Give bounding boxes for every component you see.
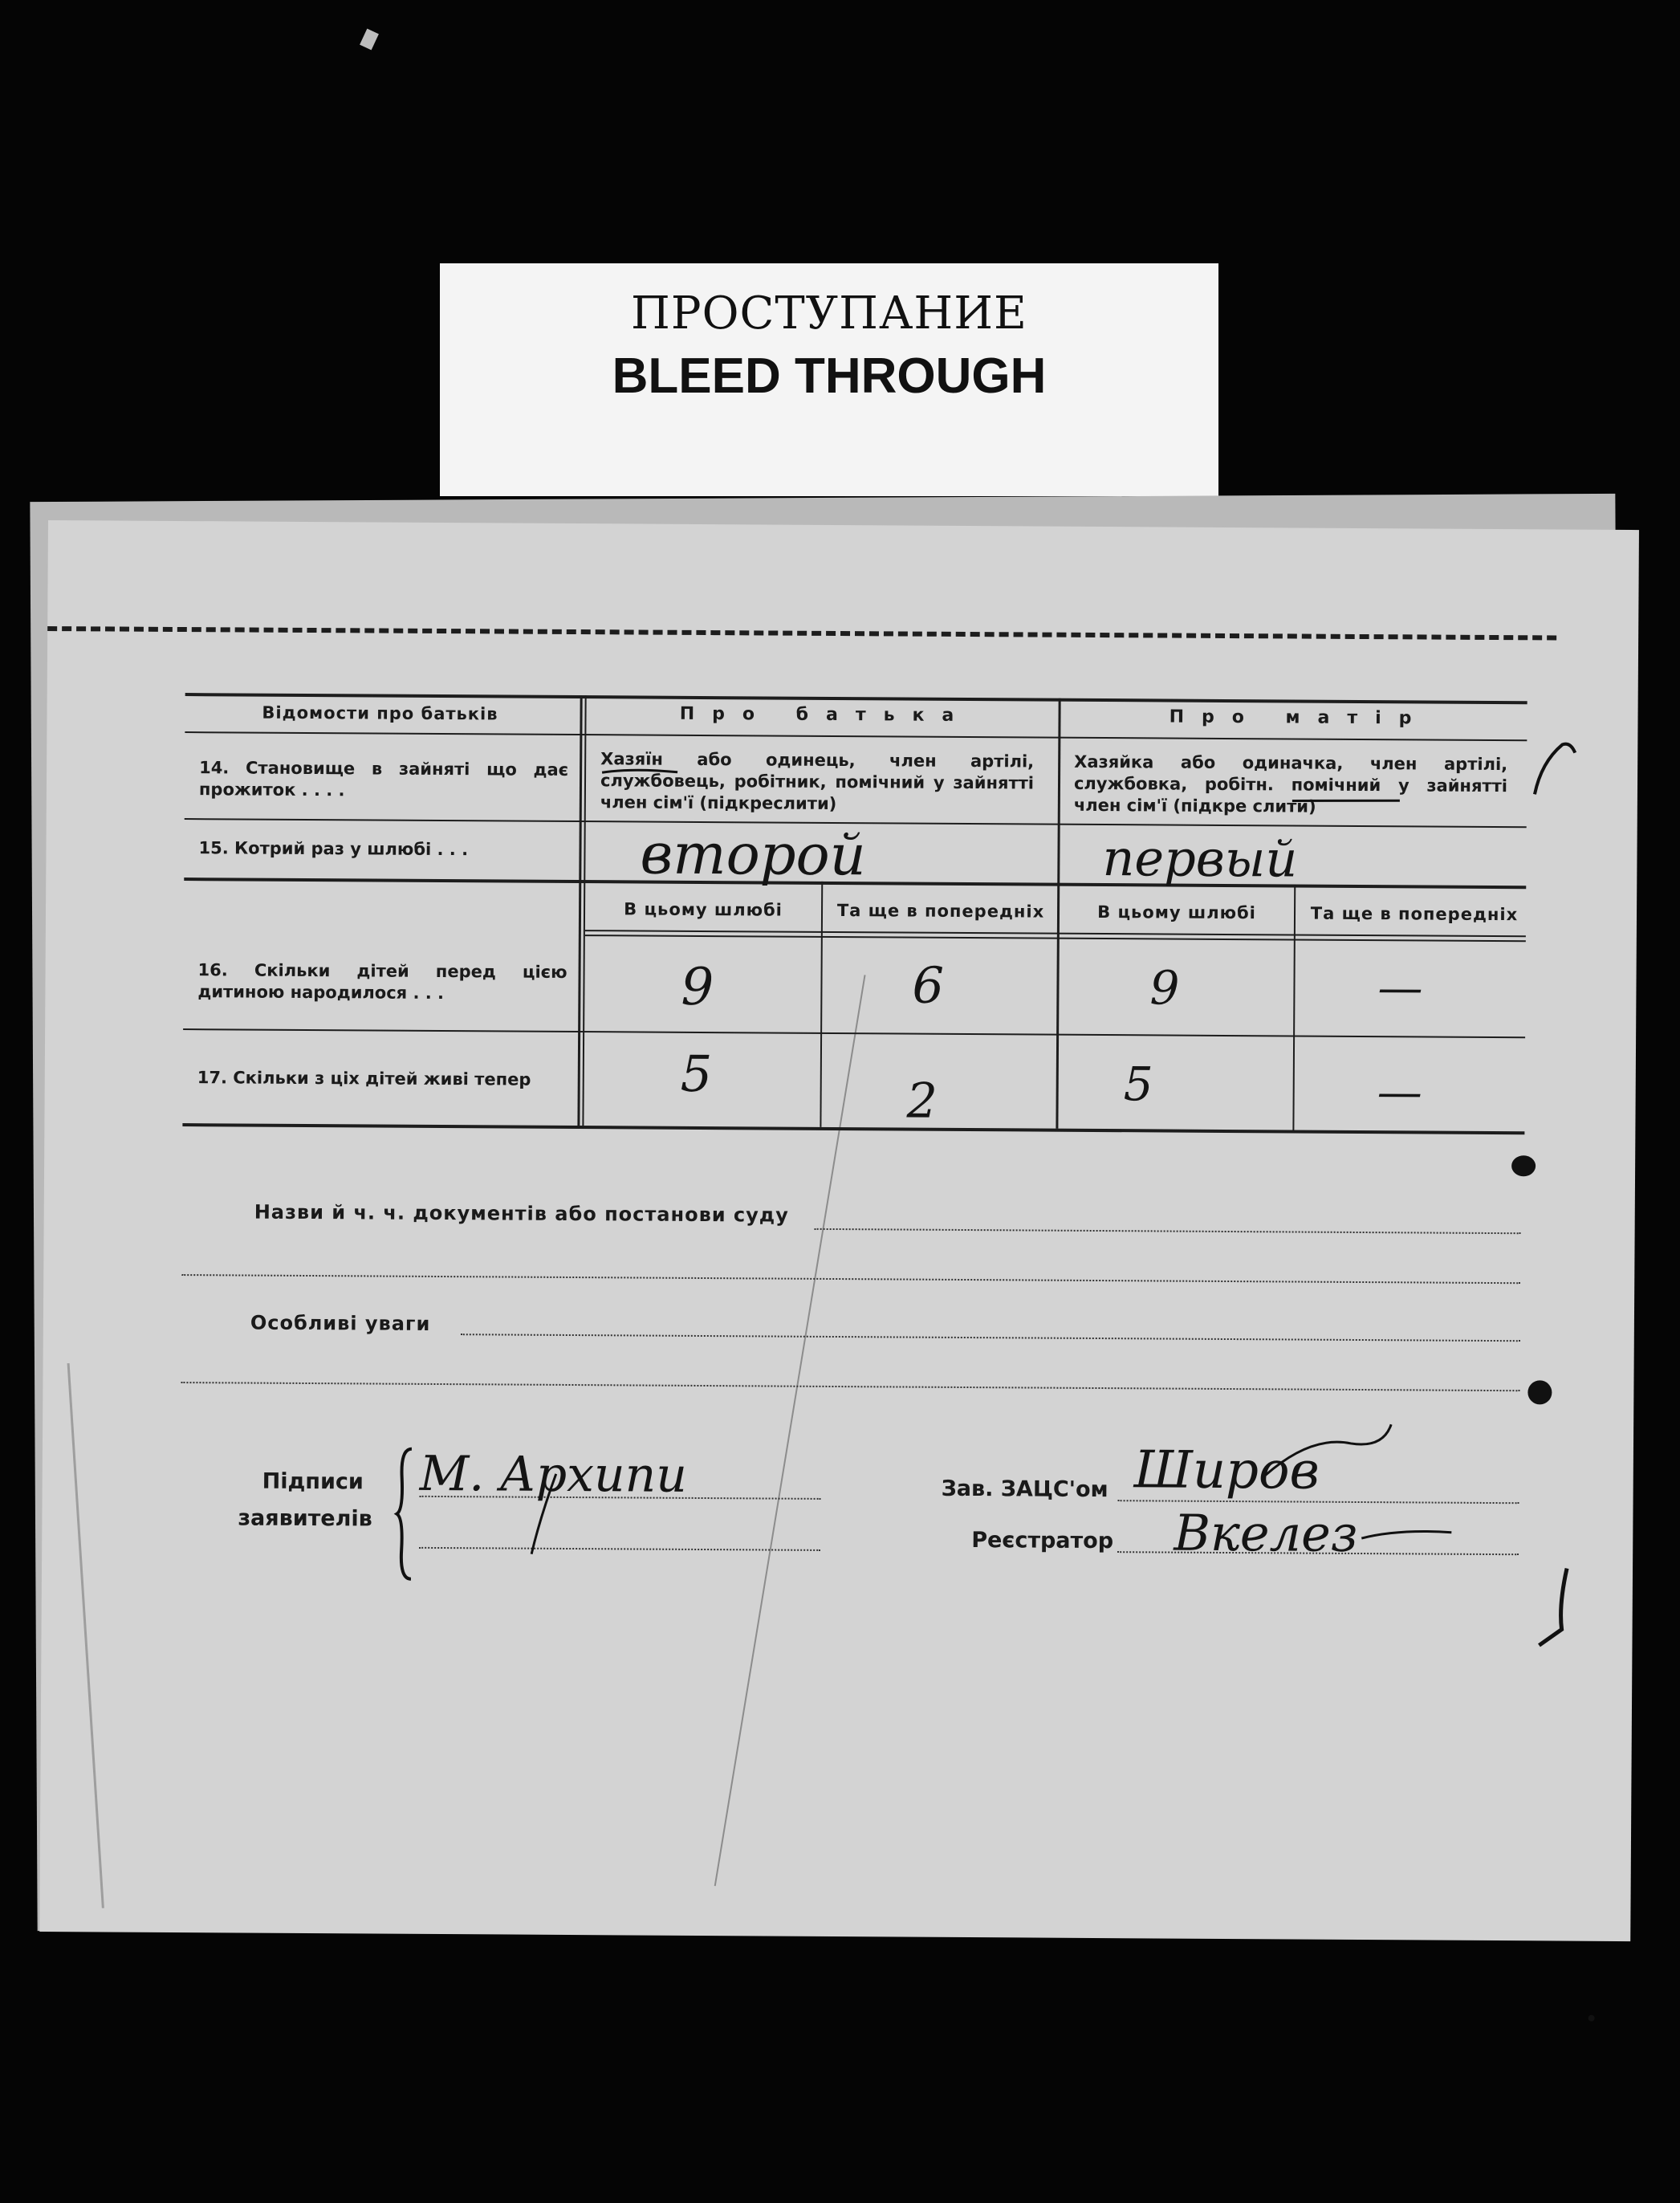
applicant-signature: М. Архипи (419, 1445, 688, 1504)
label-line-russian: ПРОСТУПАНИЕ (631, 287, 1027, 340)
header-bottom-rule (185, 731, 1527, 741)
notes-line-2 (181, 1382, 1519, 1391)
row16-father-this: 9 (681, 957, 714, 1018)
documents-line-2 (181, 1274, 1520, 1284)
bleed-through-label-card (440, 263, 1218, 496)
head-registry-label: Зав. ЗАЦС'ом (941, 1476, 1108, 1503)
column-divider-father-sub (820, 882, 823, 1127)
documents-line-1 (815, 1228, 1521, 1234)
subheader-mother-this-marriage: В цьому шлюбі (1097, 902, 1256, 923)
underline-mark-father (600, 766, 681, 778)
row17-father-this: 5 (680, 1044, 713, 1104)
edge-ink-mark-1 (1530, 738, 1578, 802)
row15-mother-value: первый (1102, 829, 1298, 889)
applicants-label-line1: Підписи (262, 1468, 364, 1495)
subheader-mother-previous: Та ще в попередніх (1310, 903, 1519, 925)
edge-ink-dot (1588, 2015, 1595, 2022)
row15-label: 15. Котрий раз у шлюбі . . . (198, 838, 469, 860)
header-about-mother: Про матір (1169, 707, 1430, 729)
subheader-father-previous: Та ще в попередніх (836, 901, 1045, 922)
row17-label: 17. Скільки з ціх дітей живі тепер (197, 1068, 531, 1089)
edge-ink-mark-2 (1534, 1565, 1583, 1661)
row17-mother-previous: — (1377, 1066, 1422, 1119)
head-signature-flourish (1263, 1419, 1407, 1484)
head-signature: Шиpoв (1133, 1440, 1320, 1501)
row14-label: 14. Становище в зайняті що дає прожиток . . . . (198, 758, 569, 800)
edge-ink-blot-2 (1527, 1380, 1552, 1404)
applicants-brace (395, 1446, 415, 1582)
row17-mother-this: 5 (1123, 1057, 1153, 1112)
paper-edge-crease (67, 1363, 104, 1908)
table-top-border (185, 693, 1527, 704)
registrar-label: Реєстратор (971, 1528, 1114, 1554)
perforation-line (47, 626, 1556, 640)
notes-line-1 (461, 1334, 1520, 1342)
row16-father-previous: 6 (912, 955, 945, 1015)
row15-father-value: второй (640, 821, 867, 889)
applicant-signature-line-2 (419, 1547, 820, 1551)
column-divider-info-2 (582, 695, 586, 1126)
label-line-english: BLEED THROUGH (612, 348, 1047, 404)
row14-mother-options: Хазяйка або одиначка, член артілі, службовка, робітн. помічний у зайнятті член сім'ї (підкре слити) (1073, 751, 1508, 816)
row16-mother-previous: — (1377, 962, 1423, 1015)
record-form-sheet (39, 520, 1639, 1941)
header-parents-info: Відомости про батьків (262, 702, 498, 724)
applicants-label-line2: заявителів (238, 1505, 372, 1532)
registrar-signature-flourish (1358, 1521, 1454, 1545)
header-about-father: Про батька (679, 703, 972, 727)
notes-label: Особливі уваги (250, 1311, 431, 1335)
row14-father-options: Хазяїн або одинець, член артілі, службовець, робітник, помічний у зайнятті член сім'ї (підкреслити) (600, 749, 1035, 814)
dust-speck (360, 29, 379, 51)
applicant-signature-flourish (523, 1471, 572, 1559)
edge-ink-blot-1 (1511, 1155, 1536, 1176)
registrar-signature: Вкелез (1174, 1503, 1358, 1563)
underline-mark-mother (1291, 796, 1403, 806)
subheader-father-this-marriage: В цьому шлюбі (624, 899, 783, 920)
row17-father-previous: 2 (906, 1073, 938, 1130)
table-bottom-border (182, 1123, 1524, 1134)
row16-label: 16. Скільки дітей перед цією дитиною народилося . . . (197, 960, 567, 1004)
column-divider-info (577, 695, 582, 1126)
documents-label: Назви й ч. ч. документів або постанови суду (254, 1200, 789, 1227)
row16-mother-this: 9 (1149, 960, 1180, 1016)
paper-crease (714, 975, 866, 1886)
